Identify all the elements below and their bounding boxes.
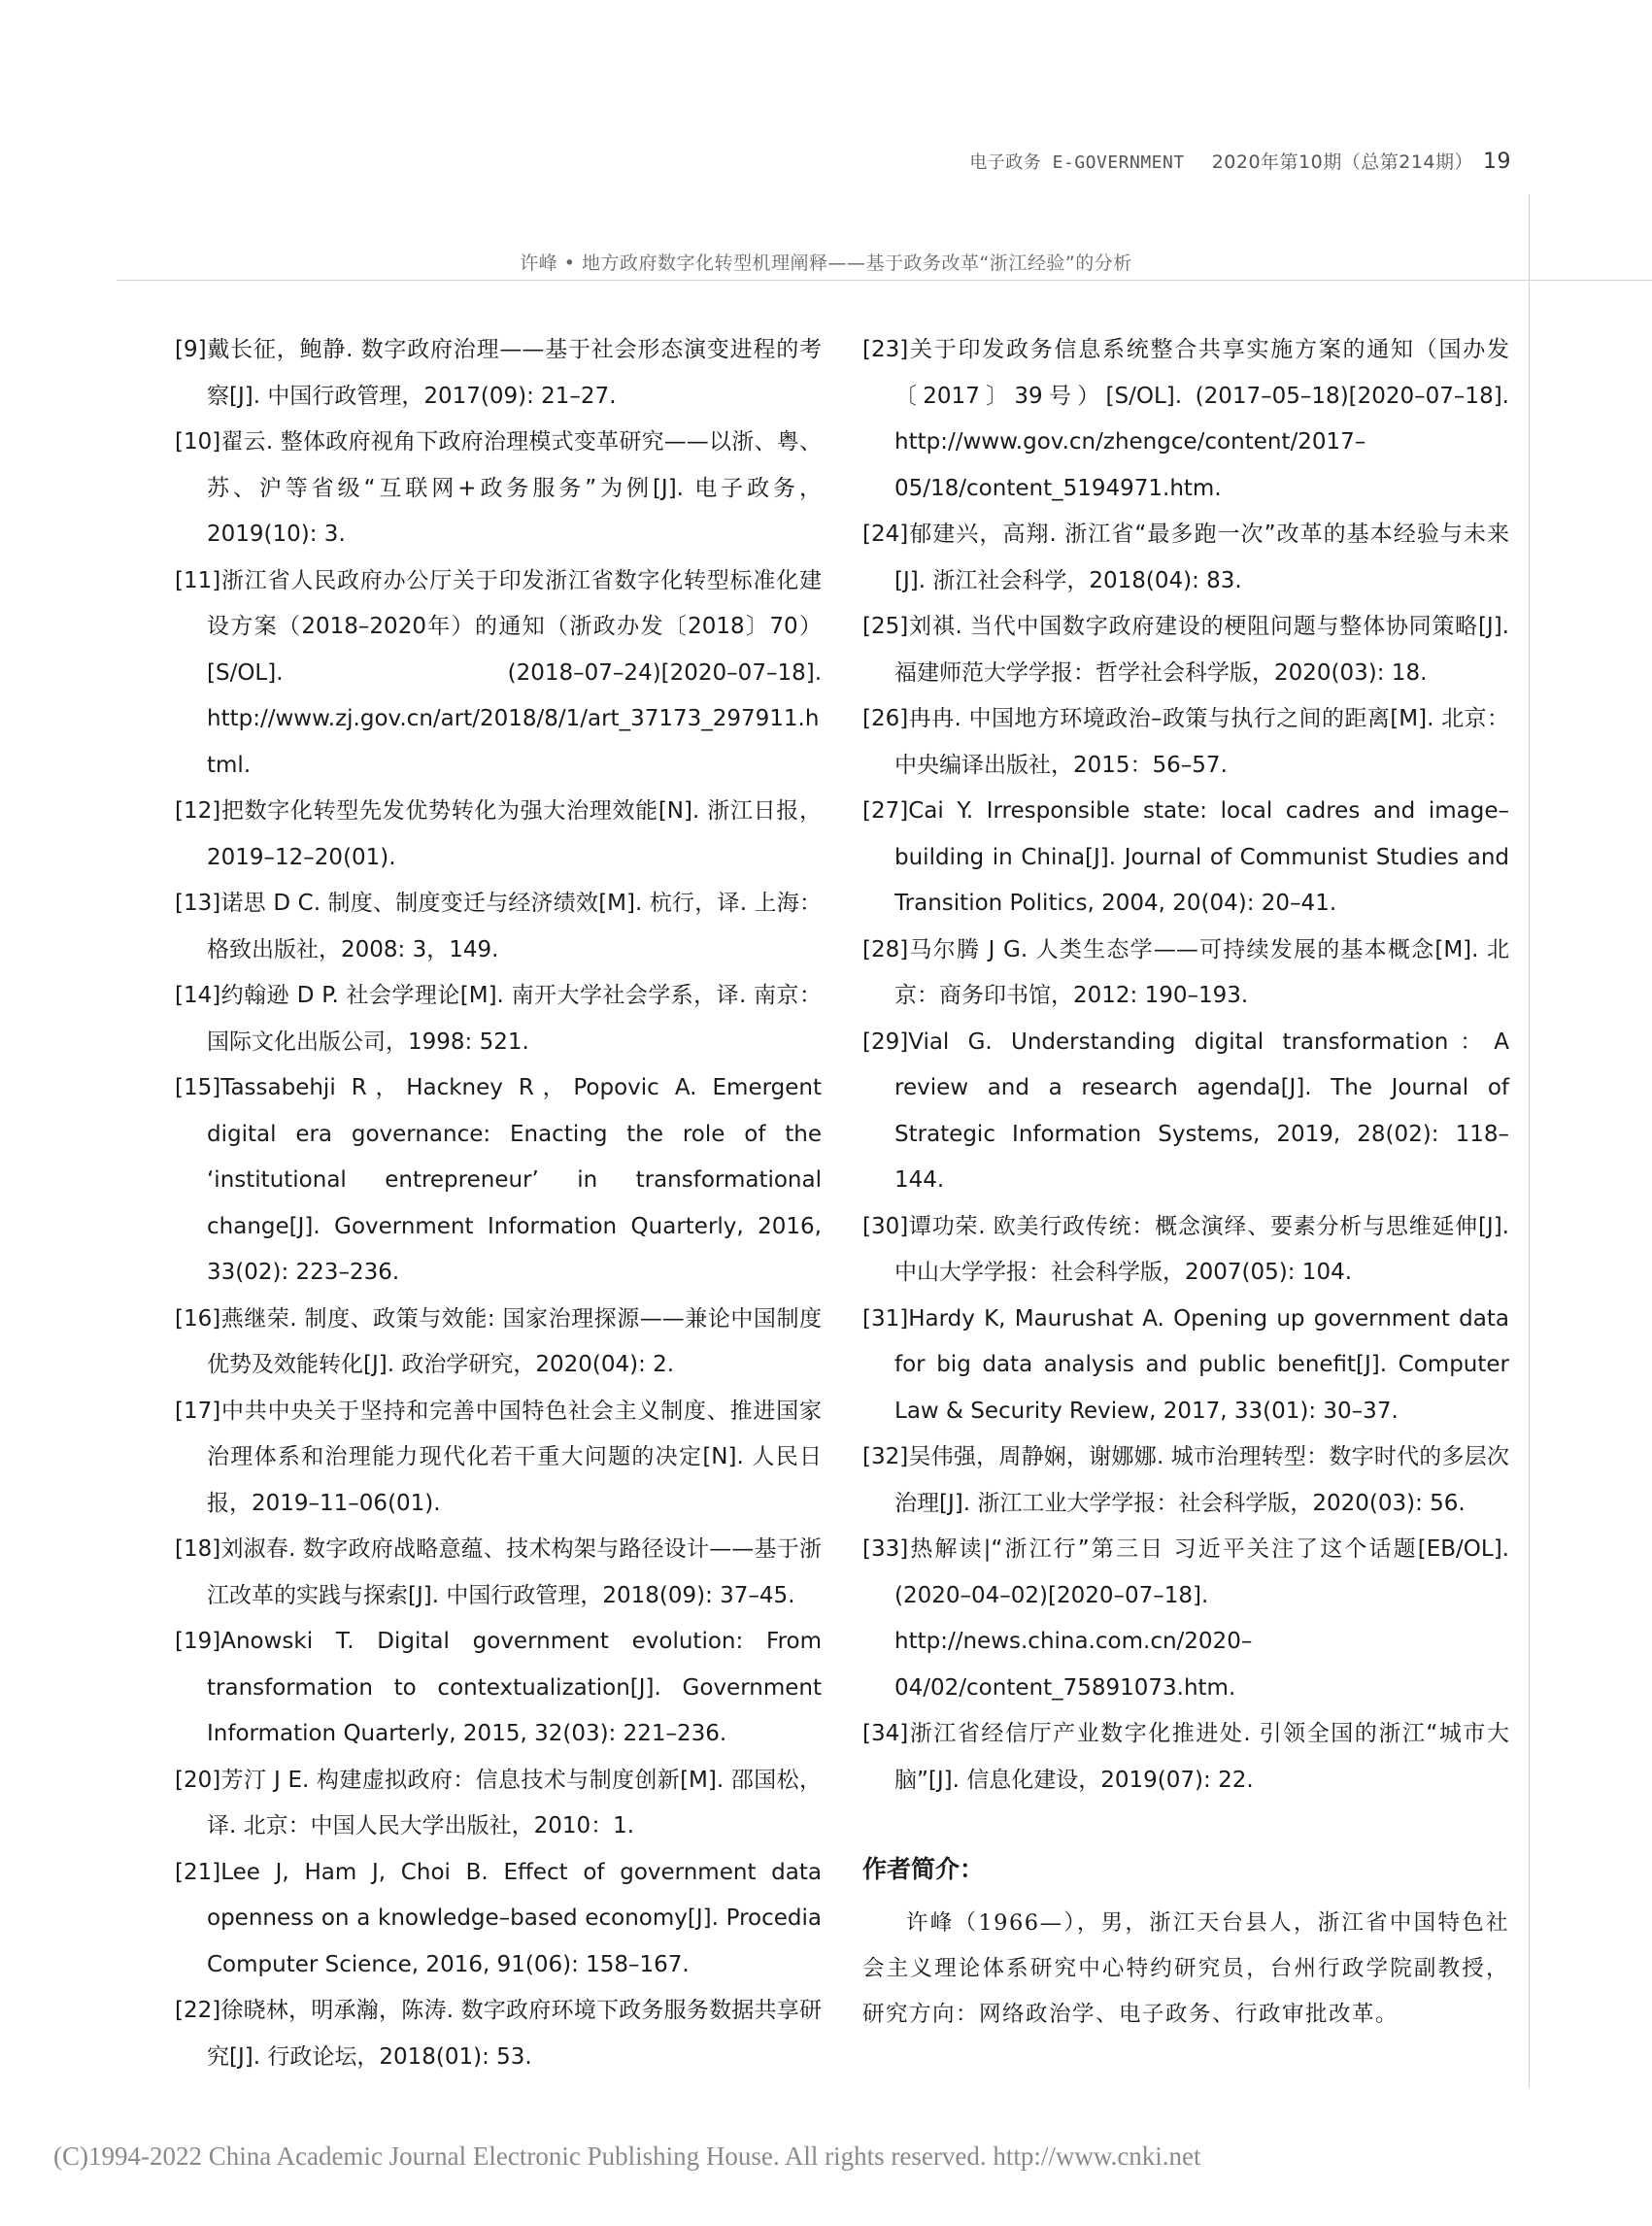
reference-item: [21]Lee J, Ham J, Choi B. Effect of government data openness on a knowledge–based economy[J]. Procedia Computer Science, 2016, 91(06): 158–167. — [175, 1859, 822, 1977]
reference-item: [16]燕继荣. 制度、政策与效能: 国家治理探源——兼论中国制度优势及效能转化[J]. 政治学研究，2020(04): 2. — [175, 1305, 822, 1377]
reference-item: [11]浙江省人民政府办公厅关于印发浙江省数字化转型标准化建设方案（2018–2020年）的通知（浙政办发〔2018〕70）[S/OL]. (2018–07–24)[2020–07–18]. http://www.zj.gov.cn/art/2018/8/1/art_37173_297911.html. — [175, 567, 822, 778]
reference-item: [18]刘淑春. 数字政府战略意蕴、技术构架与路径设计——基于浙江改革的实践与探索[J]. 中国行政管理，2018(09): 37–45. — [175, 1536, 822, 1608]
references-right-column — [862, 327, 1509, 2038]
reference-item: [27]Cai Y. Irresponsible state: local cadres and image–building in China[J]. Journal of Communist Studies and Transition Politics, 2004, 20(04): 20–41. — [862, 798, 1509, 916]
reference-item: [22]徐晓林，明承瀚，陈涛. 数字政府环境下政务服务数据共享研究[J]. 行政论坛，2018(01): 53. — [175, 1998, 822, 2070]
reference-item: [9]戴长征，鲍静. 数字政府治理——基于社会形态演变进程的考察[J]. 中国行政管理，2017(09): 21–27. — [175, 337, 822, 409]
reference-item: [30]谭功荣. 欧美行政传统：概念演绎、要素分析与思维延伸[J]. 中山大学学报：社会科学版，2007(05): 104. — [862, 1213, 1509, 1285]
references-left-column — [175, 327, 822, 2080]
page-number: 19 — [1483, 150, 1511, 174]
issue-info: 2020年第10期（总第214期） — [1211, 152, 1473, 173]
reference-item: [26]冉冉. 中国地方环境政治–政策与执行之间的距离[M]. 北京：中央编译出版社，2015：56–57. — [862, 706, 1509, 778]
author-heading: 作者简介： — [862, 1855, 985, 1883]
running-title: 许峰 • 地方政府数字化转型机理阐释——基于政务改革“浙江经验”的分析 — [520, 253, 1132, 274]
reference-item: [10]翟云. 整体政府视角下政府治理模式变革研究——以浙、粤、苏、沪等省级“互联网+政务服务”为例[J]. 电子政务，2019(10): 3. — [175, 429, 822, 547]
reference-item: [24]郁建兴，高翔. 浙江省“最多跑一次”改革的基本经验与未来[J]. 浙江社会科学，2018(04): 83. — [862, 522, 1509, 593]
reference-item: [33]热解读|“浙江行”第三日 习近平关注了这个话题[EB/OL]. (2020–04–02)[2020–07–18]. http://news.china.com.cn/2020–04/02/content_75891073.htm. — [862, 1536, 1509, 1701]
journal-name: 电子政务 E-GOVERNMENT — [969, 152, 1185, 173]
reference-item: [14]约翰逊 D P. 社会学理论[M]. 南开大学社会学系，译. 南京：国际文化出版公司，1998: 521. — [175, 983, 822, 1055]
author-bio: 许峰（1966—），男，浙江天台县人，浙江省中国特色社会主义理论体系研究中心特约研究员，台州行政学院副教授，研究方向：网络政治学、电子政务、行政审批改革。 — [862, 1910, 1509, 2027]
reference-item: [19]Anowski T. Digital government evolution: From transformation to contextualization[J]. Government Information Quarterly, 2015, 32(03): 221–236. — [175, 1629, 822, 1746]
reference-item: [20]芳汀 J E. 构建虚拟政府：信息技术与制度创新[M]. 邵国松，译. 北京：中国人民大学出版社，2010：1. — [175, 1767, 822, 1838]
reference-item: [25]刘祺. 当代中国数字政府建设的梗阻问题与整体协同策略[J]. 福建师范大学学报：哲学社会科学版，2020(03): 18. — [862, 614, 1509, 686]
reference-item: [13]诺思 D C. 制度、制度变迁与经济绩效[M]. 杭行，译. 上海：格致出版社，2008: 3，149. — [175, 891, 822, 962]
reference-item: [32]吴伟强，周静娴，谢娜娜. 城市治理转型：数字时代的多层次治理[J]. 浙江工业大学学报：社会科学版，2020(03): 56. — [862, 1444, 1509, 1516]
reference-item: [12]把数字化转型先发优势转化为强大治理效能[N]. 浙江日报，2019–12–20(01). — [175, 798, 822, 870]
reference-item: [29]Vial G. Understanding digital transformation：A review and a research agenda[J]. The Journal of Strategic Information Systems, 2019, 28(02): 118–144. — [862, 1029, 1509, 1193]
reference-item: [15]Tassabehji R，Hackney R，Popovic A. Emergent digital era governance: Enacting the role of the ‘institutional entrepreneur’ in transformational change[J]. Government Information Quarterly, 2016, 33(02): 223–236. — [175, 1075, 822, 1285]
reference-item: [28]马尔腾 J G. 人类生态学——可持续发展的基本概念[M]. 北京：商务印书馆，2012: 190–193. — [862, 936, 1509, 1008]
reference-item: [31]Hardy K, Maurushat A. Opening up government data for big data analysis and public benefit[J]. Computer Law & Security Review, 2017, 33(01): 30–37. — [862, 1305, 1509, 1424]
copyright-footer: (C)1994-2022 China Academic Journal Electronic Publishing House. All rights reserved. http://www.cnki.net — [53, 2142, 1201, 2171]
reference-item: [34]浙江省经信厅产业数字化推进处. 引领全国的浙江“城市大脑”[J]. 信息化建设，2019(07): 22. — [862, 1721, 1509, 1793]
header-rule — [117, 280, 1652, 281]
column-rule — [1529, 194, 1530, 2088]
journal-header — [969, 148, 1511, 174]
reference-item: [17]中共中央关于坚持和完善中国特色社会主义制度、推进国家治理体系和治理能力现代化若干重大问题的决定[N]. 人民日报，2019–11–06(01). — [175, 1398, 822, 1516]
reference-item: [23]关于印发政务信息系统整合共享实施方案的通知（国办发〔2017〕39号）[S/OL]. (2017–05–18)[2020–07–18]. http://www.gov.cn/zhengce/content/2017–05/18/content_5194971.htm. — [862, 337, 1509, 501]
